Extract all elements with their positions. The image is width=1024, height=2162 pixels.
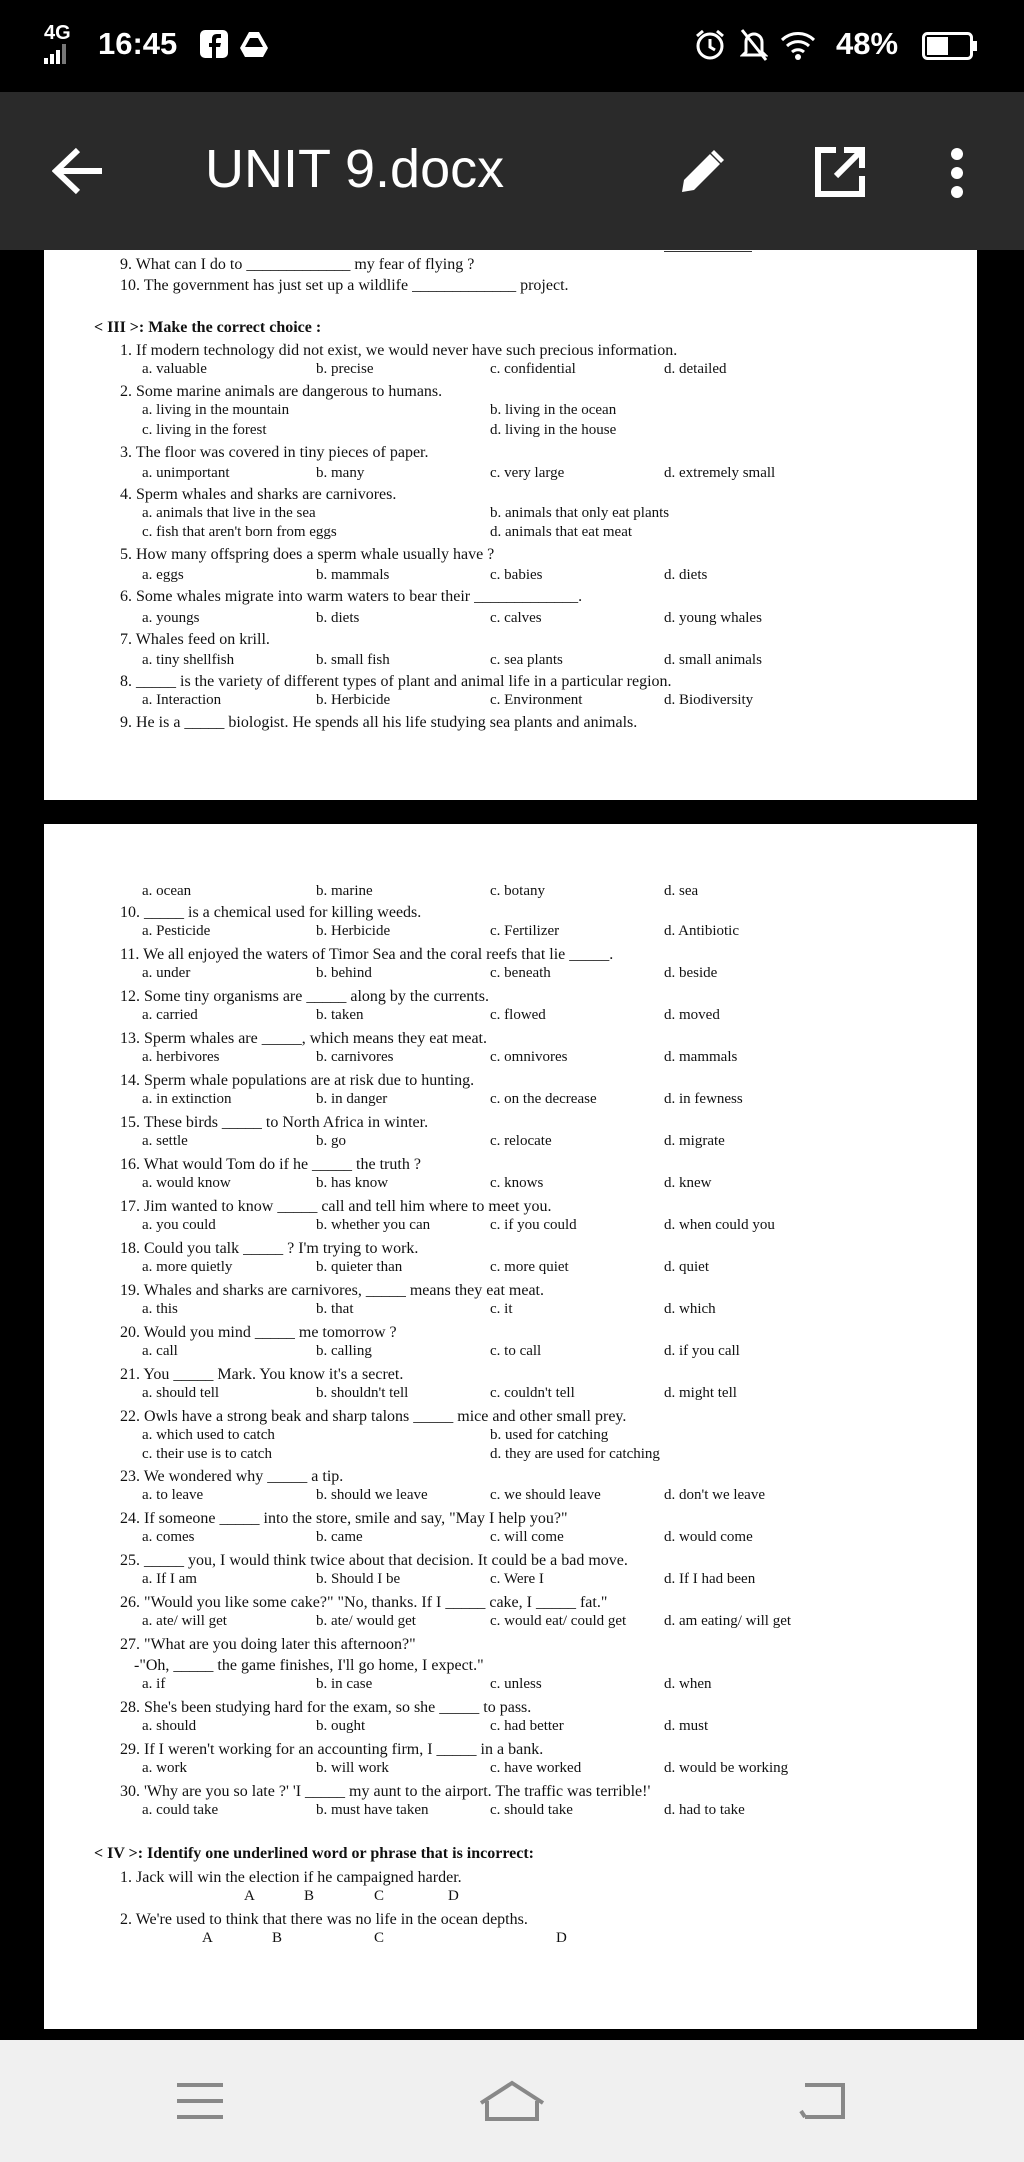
option: d. had to take	[664, 1802, 745, 1818]
option: B	[304, 1888, 315, 1904]
question-line: 10. _____ is a chemical used for killing weeds.	[120, 904, 422, 921]
option: b. taken	[316, 1007, 364, 1023]
option: c. have worked	[490, 1760, 582, 1776]
option: b. marine	[316, 883, 373, 899]
option: a. to leave	[142, 1487, 204, 1503]
question-line: 7. Whales feed on krill.	[120, 631, 270, 648]
question-line: 27. "What are you doing later this afternoon?"	[120, 1636, 416, 1653]
option: a. unimportant	[142, 465, 230, 481]
question-line: 3. The floor was covered in tiny pieces of paper.	[120, 444, 429, 461]
option: D	[448, 1888, 459, 1904]
option: a. If I am	[142, 1571, 197, 1587]
question-line: 9. What can I do to _____________ my fear of flying ?	[120, 256, 475, 273]
option: d. which	[664, 1301, 716, 1317]
section-heading: < III >: Make the correct choice :	[94, 319, 322, 336]
question-line: 1. If modern technology did not exist, we would never have such precious information.	[120, 342, 678, 359]
option: d. they are used for catching	[490, 1446, 660, 1462]
navigation-bar	[0, 2040, 1024, 2162]
option: d. when	[664, 1676, 712, 1692]
option: a. comes	[142, 1529, 195, 1545]
option: a. carried	[142, 1007, 198, 1023]
question-line: 2. Some marine animals are dangerous to humans.	[120, 383, 443, 400]
question-line: 4. Sperm whales and sharks are carnivores.	[120, 486, 397, 503]
option: a. in extinction	[142, 1091, 232, 1107]
option: a. should	[142, 1718, 197, 1734]
option: d. in fewness	[664, 1091, 743, 1107]
question-line: 2. We're used to think that there was no life in the ocean depths.	[120, 1911, 528, 1928]
option: d. beside	[664, 965, 718, 981]
option: d. extremely small	[664, 465, 776, 481]
question-line: 8. _____ is the variety of different types of plant and animal life in a particular region.	[120, 673, 672, 690]
document-page-2	[44, 824, 977, 2029]
option: c. should take	[490, 1802, 573, 1818]
question-line: 23. We wondered why _____ a tip.	[120, 1468, 344, 1485]
status-bar	[0, 0, 1024, 92]
alarm-icon	[694, 29, 726, 66]
option: c. sea plants	[490, 652, 563, 668]
question-line: 20. Would you mind _____ me tomorrow ?	[120, 1324, 397, 1341]
network-type: 4G	[44, 22, 71, 44]
option: A	[202, 1930, 213, 1946]
option: b. Herbicide	[316, 692, 391, 708]
more-options-icon[interactable]	[950, 148, 964, 203]
option: a. work	[142, 1760, 187, 1776]
option: C	[374, 1888, 385, 1904]
wifi-icon	[780, 30, 816, 65]
option: a. settle	[142, 1133, 188, 1149]
option: c. Environment	[490, 692, 583, 708]
question-line: 12. Some tiny organisms are _____ along by the currents.	[120, 988, 489, 1005]
option: d. Antibiotic	[664, 923, 739, 939]
option: a. would know	[142, 1175, 231, 1191]
question-line: 14. Sperm whale populations are at risk due to hunting.	[120, 1072, 475, 1089]
battery-icon	[922, 32, 978, 65]
option: a. more quietly	[142, 1259, 233, 1275]
option: c. their use is to catch	[142, 1446, 272, 1462]
question-line: 29. If I weren't working for an accounting firm, I _____ in a bank.	[120, 1741, 544, 1758]
option: b. many	[316, 465, 365, 481]
option: d. sea	[664, 883, 699, 899]
option: b. in case	[316, 1676, 373, 1692]
option: c. on the decrease	[490, 1091, 597, 1107]
option: b. whether you can	[316, 1217, 431, 1233]
option: d. If I had been	[664, 1571, 756, 1587]
edit-pencil-icon[interactable]	[678, 148, 726, 201]
question-line: 6. Some whales migrate into warm waters to bear their _____________.	[120, 588, 583, 605]
option: b. Should I be	[316, 1571, 401, 1587]
option: a. if	[142, 1676, 166, 1692]
option: d. don't we leave	[664, 1487, 766, 1503]
option: c. Were I	[490, 1571, 544, 1587]
option: b. should we leave	[316, 1487, 428, 1503]
option: a. living in the mountain	[142, 402, 290, 418]
option: c. omnivores	[490, 1049, 568, 1065]
menu-icon	[175, 2081, 225, 2121]
option: b. mammals	[316, 567, 390, 583]
option: B	[272, 1930, 283, 1946]
app-bar	[0, 92, 1024, 250]
question-line: 1. Jack will win the election if he campaigned harder.	[120, 1869, 462, 1886]
option: c. calves	[490, 610, 542, 626]
option: a. which used to catch	[142, 1427, 275, 1443]
option: c. we should leave	[490, 1487, 601, 1503]
option: b. used for catching	[490, 1427, 609, 1443]
option: d. moved	[664, 1007, 720, 1023]
question-line: 28. She's been studying hard for the exam, so she _____ to pass.	[120, 1699, 532, 1716]
option: c. fish that aren't born from eggs	[142, 524, 337, 540]
option: d. living in the house	[490, 422, 617, 438]
option: d. am eating/ will get	[664, 1613, 792, 1629]
option: b. Herbicide	[316, 923, 391, 939]
signal-icon	[44, 44, 70, 69]
question-line: 24. If someone _____ into the store, smile and say, "May I help you?"	[120, 1510, 568, 1527]
question-line: 30. 'Why are you so late ?' 'I _____ my aunt to the airport. The traffic was terrible!'	[120, 1783, 651, 1800]
option: A	[244, 1888, 255, 1904]
option: a. Interaction	[142, 692, 222, 708]
option: a. eggs	[142, 567, 184, 583]
option: b. quieter than	[316, 1259, 403, 1275]
option: c. babies	[490, 567, 543, 583]
option: c. flowed	[490, 1007, 546, 1023]
option: b. living in the ocean	[490, 402, 617, 418]
document-title: UNIT 9.docx	[205, 139, 505, 199]
option: a. ocean	[142, 883, 192, 899]
option: b. ate/ would get	[316, 1613, 416, 1629]
option: b. precise	[316, 361, 374, 377]
option: d. detailed	[664, 361, 727, 377]
menu-button[interactable]	[140, 2040, 260, 2162]
option: d. migrate	[664, 1133, 725, 1149]
option: d. young whales	[664, 610, 762, 626]
option: d. when could you	[664, 1217, 775, 1233]
option: d. knew	[664, 1175, 712, 1191]
option: b. carnivores	[316, 1049, 394, 1065]
option: a. you could	[142, 1217, 216, 1233]
option: d. Biodiversity	[664, 692, 754, 708]
option: a. animals that live in the sea	[142, 505, 316, 521]
open-external-icon[interactable]	[814, 146, 866, 203]
option: d. small animals	[664, 652, 762, 668]
option: b. came	[316, 1529, 363, 1545]
back-nav-icon	[799, 2081, 849, 2121]
option: c. if you could	[490, 1217, 577, 1233]
question-line: 18. Could you talk _____ ? I'm trying to work.	[120, 1240, 419, 1257]
option: b. small fish	[316, 652, 390, 668]
question-line: 19. Whales and sharks are carnivores, _____ means they eat meat.	[120, 1282, 544, 1299]
option: a. should tell	[142, 1385, 220, 1401]
option: b. must have taken	[316, 1802, 429, 1818]
option: b. has know	[316, 1175, 389, 1191]
document-page-1	[44, 250, 977, 800]
option: d. diets	[664, 567, 708, 583]
back-button[interactable]	[764, 2040, 884, 2162]
option: a. under	[142, 965, 191, 981]
option: a. valuable	[142, 361, 207, 377]
option: b. behind	[316, 965, 372, 981]
section-heading: < IV >: Identify one underlined word or phrase that is incorrect:	[94, 1845, 535, 1862]
question-line: 11. We all enjoyed the waters of Timor Sea and the coral reefs that lie _____.	[120, 946, 614, 963]
option: c. more quiet	[490, 1259, 569, 1275]
question-line: 22. Owls have a strong beak and sharp talons _____ mice and other small prey.	[120, 1408, 627, 1425]
option: c. will come	[490, 1529, 564, 1545]
option: c. beneath	[490, 965, 551, 981]
option: a. could take	[142, 1802, 219, 1818]
option: a. Pesticide	[142, 923, 211, 939]
question-line: 26. "Would you like some cake?" "No, thanks. If I _____ cake, I _____ fat."	[120, 1594, 608, 1611]
option: c. unless	[490, 1676, 542, 1692]
option: d. must	[664, 1718, 709, 1734]
option: C	[374, 1930, 385, 1946]
option: c. knows	[490, 1175, 544, 1191]
option: c. Fertilizer	[490, 923, 560, 939]
option: c. to call	[490, 1343, 542, 1359]
option: c. would eat/ could get	[490, 1613, 627, 1629]
question-line: 16. What would Tom do if he _____ the truth ?	[120, 1156, 421, 1173]
notifications-off-icon	[740, 28, 768, 67]
option: d. would come	[664, 1529, 753, 1545]
battery-percent: 48%	[836, 26, 899, 61]
option: b. shouldn't tell	[316, 1385, 409, 1401]
question-line: 10. The government has just set up a wildlife _____________ project.	[120, 277, 569, 294]
option: c. very large	[490, 465, 565, 481]
question-line: 15. These birds _____ to North Africa in winter.	[120, 1114, 429, 1131]
option: a. tiny shellfish	[142, 652, 235, 668]
question-line: 25. _____ you, I would think twice about that decision. It could be a bad move.	[120, 1552, 628, 1569]
option: a. youngs	[142, 610, 200, 626]
home-button[interactable]	[452, 2040, 572, 2162]
option: b. ought	[316, 1718, 366, 1734]
clock: 16:45	[98, 26, 178, 61]
question-line: -"Oh, _____ the game finishes, I'll go home, I expect."	[134, 1657, 484, 1674]
option: d. would be working	[664, 1760, 789, 1776]
option: a. call	[142, 1343, 178, 1359]
question-line: 9. He is a _____ biologist. He spends all his life studying sea plants and animals.	[120, 714, 638, 731]
question-line: 21. You _____ Mark. You know it's a secret.	[120, 1366, 404, 1383]
option: c. couldn't tell	[490, 1385, 575, 1401]
option: d. animals that eat meat	[490, 524, 633, 540]
option: c. botany	[490, 883, 545, 899]
option: d. mammals	[664, 1049, 738, 1065]
option: a. ate/ will get	[142, 1613, 227, 1629]
option: d. if you call	[664, 1343, 740, 1359]
option: b. will work	[316, 1760, 389, 1776]
option: c. confidential	[490, 361, 576, 377]
question-line: 17. Jim wanted to know _____ call and tell him where to meet you.	[120, 1198, 552, 1215]
option: d. might tell	[664, 1385, 737, 1401]
back-arrow-icon[interactable]	[52, 146, 104, 201]
home-icon	[477, 2079, 547, 2123]
question-line: 13. Sperm whales are _____, which means they eat meat.	[120, 1030, 487, 1047]
divider	[664, 251, 752, 252]
option: b. that	[316, 1301, 354, 1317]
option: b. animals that only eat plants	[490, 505, 670, 521]
option: c. relocate	[490, 1133, 552, 1149]
option: b. calling	[316, 1343, 372, 1359]
option: b. go	[316, 1133, 346, 1149]
option: c. living in the forest	[142, 422, 267, 438]
option: a. herbivores	[142, 1049, 220, 1065]
option: c. it	[490, 1301, 513, 1317]
facebook-icon	[200, 30, 228, 63]
option: a. this	[142, 1301, 178, 1317]
option: D	[556, 1930, 567, 1946]
option: d. quiet	[664, 1259, 709, 1275]
drive-icon	[240, 32, 268, 63]
question-line: 5. How many offspring does a sperm whale usually have ?	[120, 546, 495, 563]
option: b. in danger	[316, 1091, 388, 1107]
option: b. diets	[316, 610, 360, 626]
option: c. had better	[490, 1718, 564, 1734]
